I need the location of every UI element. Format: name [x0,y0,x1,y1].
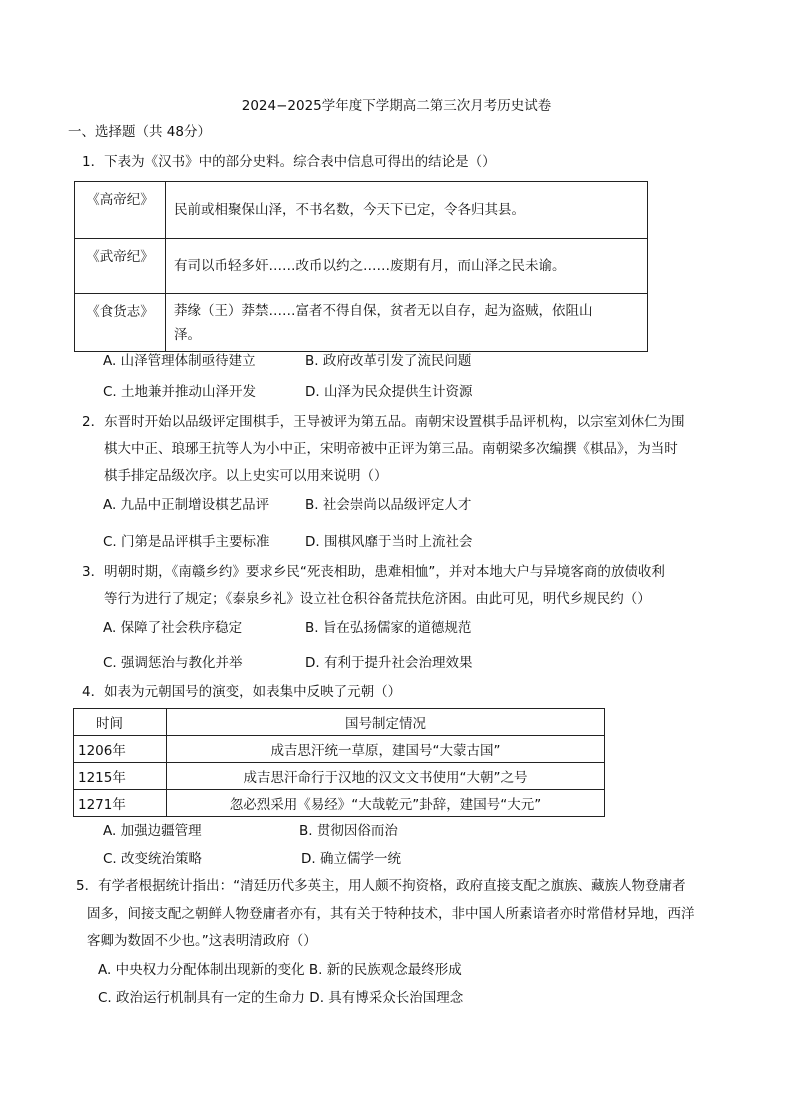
table-row [75,239,648,294]
question-2-line-1: 2．东晋时开始以品级评定围棋手，王导被评为第五品。南朝宋设置棋手品评机构，以宗室刘休仁为围 [82,414,685,430]
question-1-option-b[interactable]: B. 政府改革引发了流民问题 [305,353,472,369]
table-cell-line: 泽。 [174,326,201,343]
question-5-options-cd[interactable]: C. 政治运行机制具有一定的生命力 D. 具有博采众长治国理念 [98,990,464,1006]
question-3-line-2: 等行为进行了规定；《泰泉乡礼》设立社仓积谷备荒扶危济困。由此可见，明代乡规民约（） [104,591,651,607]
table-cell-desc: 忽必烈采用《易经》“大哉乾元”卦辞，建国号“大元” [167,790,605,817]
table-cell-desc: 成吉思汗命行于汉地的汉文文书使用“大朝”之号 [167,763,605,790]
question-3-option-d[interactable]: D. 有利于提升社会治理效果 [305,655,473,671]
question-4-option-c[interactable]: C. 改变统治策略 [103,851,203,867]
question-1-table [74,181,648,352]
question-1-stem: 1．下表为《汉书》中的部分史料。综合表中信息可得出的结论是（） [82,154,496,170]
question-2-option-b[interactable]: B. 社会崇尚以品级评定人才 [305,497,472,513]
question-3-option-a[interactable]: A. 保障了社会秩序稳定 [103,620,243,636]
table-cell-desc: 成吉思汗统一草原，建国号“大蒙古国” [167,736,605,763]
question-2-option-d[interactable]: D. 围棋风靡于当时上流社会 [305,534,473,550]
question-2-line-3: 棋手排定品级次序。以上史实可以用来说明（） [104,468,388,484]
question-5-options-ab[interactable]: A. 中央权力分配体制出现新的变化 B. 新的民族观念最终形成 [98,962,462,978]
table-header-desc: 国号制定情况 [167,709,605,736]
table-cell-year: 1215年 [74,763,167,790]
table-row [74,763,605,790]
question-2-option-c[interactable]: C. 门第是品评棋手主要标准 [103,534,270,550]
table-header-time: 时间 [74,709,167,736]
question-2-line-2: 棋大中正、琅琊王抗等人为小中正，宋明帝被中正评为第三品。南朝梁多次编撰《棋品》，为当时 [104,441,678,457]
question-5-line-1: 5．有学者根据统计指出：“清廷历代多英主，用人颇不拘资格，政府直接支配之旗族、藏族人物登庸者 [76,878,686,894]
table-row [74,790,605,817]
question-4-option-b[interactable]: B. 贯彻因俗而治 [299,823,398,839]
table-cell-name: 《高帝纪》 [75,182,166,239]
question-3-line-1: 3．明朝时期，《南赣乡约》要求乡民“死丧相助，患难相恤”，并对本地大户与异境客商的放债收利 [82,564,665,580]
table-cell-name: 《武帝纪》 [75,239,166,294]
question-4-option-d[interactable]: D. 确立儒学一统 [301,851,401,867]
table-header-row [74,709,605,736]
table-cell-line: 莽缘（王）莽禁……富者不得自保，贫者无以自存，起为盗贼，依阻山 [174,302,593,319]
question-2-option-a[interactable]: A. 九品中正制增设棋艺品评 [103,497,270,513]
table-cell-year: 1206年 [74,736,167,763]
question-4-table [73,708,605,817]
question-4-stem: 4．如表为元朝国号的演变，如表集中反映了元朝（） [82,684,402,700]
table-row [74,736,605,763]
table-cell-year: 1271年 [74,790,167,817]
question-5-line-3: 客卿为数固不少也。”这表明清政府（） [87,933,317,949]
exam-title: 2024−2025学年度下学期高二第三次月考历史试卷 [241,98,552,114]
question-3-option-c[interactable]: C. 强调惩治与教化并举 [103,655,243,671]
table-cell-text: 有司以币轻多奸……改币以约之……废期有月，而山泽之民未谕。 [166,239,648,294]
table-cell-name: 《食货志》 [75,294,166,352]
section-heading: 一、选择题（共 48分） [68,124,211,140]
question-3-option-b[interactable]: B. 旨在弘扬儒家的道德规范 [305,620,472,636]
question-4-option-a[interactable]: A. 加强边疆管理 [103,823,202,839]
question-1-option-a[interactable]: A. 山泽管理体制亟待建立 [103,353,256,369]
table-row [75,182,648,239]
question-1-option-d[interactable]: D. 山泽为民众提供生计资源 [305,384,473,400]
table-cell-text [166,294,648,352]
table-row [75,294,648,352]
question-1-option-c[interactable]: C. 土地兼并推动山泽开发 [103,384,257,400]
table-cell-text: 民前或相聚保山泽，不书名数，今天下已定，令各归其县。 [166,182,648,239]
question-5-line-2: 固多，间接支配之朝鲜人物登庸者亦有，其有关于特种技术，非中国人所素谙者亦时常借材异地，西洋 [87,906,695,922]
